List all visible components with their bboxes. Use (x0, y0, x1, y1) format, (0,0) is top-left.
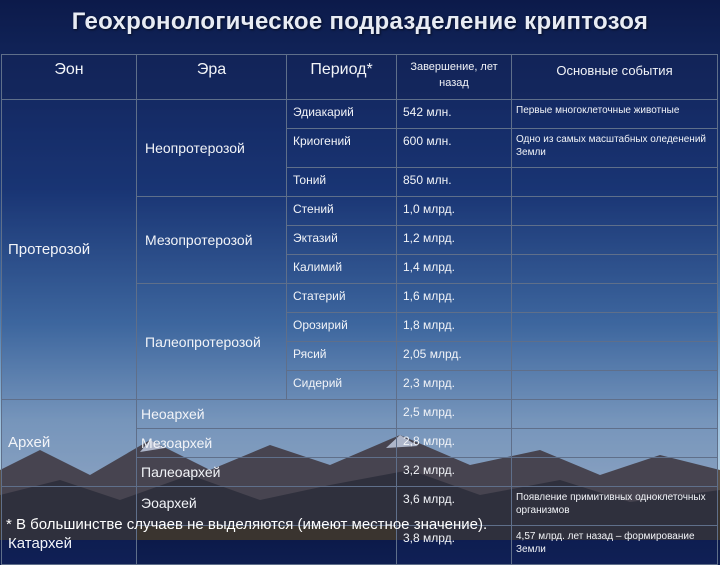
end-cell: 2,5 млрд. (397, 400, 512, 429)
event-cell (512, 313, 718, 342)
event-cell (512, 226, 718, 255)
event-cell (512, 429, 718, 458)
header-eon: Эон (2, 55, 137, 100)
event-cell (512, 342, 718, 371)
event-cell (512, 255, 718, 284)
header-events: Основные события (512, 55, 718, 100)
end-cell: 2,8 млрд. (397, 429, 512, 458)
end-cell: 3,6 млрд. (397, 487, 512, 526)
header-row (2, 55, 718, 100)
period-cell: Статерий (287, 284, 397, 313)
period-cell: Калимий (287, 255, 397, 284)
event-cell (512, 371, 718, 400)
period-cell: Тоний (287, 168, 397, 197)
table-row (2, 100, 718, 129)
end-cell: 2,05 млрд. (397, 342, 512, 371)
table-row (2, 400, 718, 429)
header-end: Завершение, лет назад (397, 55, 512, 100)
geochronology-table (1, 54, 718, 565)
event-cell: Одно из самых масштабных оледенений Земли (512, 129, 718, 168)
end-cell: 2,3 млрд. (397, 371, 512, 400)
era-neoproterozoic: Неопротерозой (137, 100, 287, 197)
era-paleoarchean: Палеоархей (137, 458, 397, 487)
header-era: Эра (137, 55, 287, 100)
period-cell: Криогений (287, 129, 397, 168)
end-cell: 3,8 млрд. (397, 526, 512, 565)
period-cell: Сидерий (287, 371, 397, 400)
period-cell: Эктазий (287, 226, 397, 255)
event-cell (512, 197, 718, 226)
event-cell: Первые многоклеточные животные (512, 100, 718, 129)
era-mesoarchean: Мезоархей (137, 429, 397, 458)
event-cell: Появление примитивных одноклеточных организмов (512, 487, 718, 526)
era-mesoproterozoic: Мезопротерозой (137, 197, 287, 284)
page-title: Геохронологическое подразделение криптозоя (71, 8, 649, 35)
eon-proterozoic: Протерозой (2, 100, 137, 400)
era-neoarchean: Неоархей (137, 400, 397, 429)
event-cell (512, 168, 718, 197)
end-cell: 850 млн. (397, 168, 512, 197)
end-cell: 1,6 млрд. (397, 284, 512, 313)
end-cell: 600 млн. (397, 129, 512, 168)
event-cell (512, 284, 718, 313)
end-cell: 1,2 млрд. (397, 226, 512, 255)
era-eoarchean: Эоархей (137, 487, 397, 526)
event-cell (512, 458, 718, 487)
end-cell: 542 млн. (397, 100, 512, 129)
footnote: * В большинстве случаев не выделяются (имеют местное значение). (6, 516, 488, 533)
event-cell (512, 400, 718, 429)
header-period: Период* (287, 55, 397, 100)
period-cell: Орозирий (287, 313, 397, 342)
period-cell: Эдиакарий (287, 100, 397, 129)
end-cell: 1,8 млрд. (397, 313, 512, 342)
end-cell: 1,0 млрд. (397, 197, 512, 226)
event-cell: 4,57 млрд. лет назад – формирование Земли (512, 526, 718, 565)
eon-hadean: Катархей (2, 487, 137, 565)
eon-archean: Архей (2, 400, 137, 487)
period-cell: Рясий (287, 342, 397, 371)
end-cell: 1,4 млрд. (397, 255, 512, 284)
era-paleoproterozoic: Палеопротерозой (137, 284, 287, 400)
period-cell: Стений (287, 197, 397, 226)
end-cell: 3,2 млрд. (397, 458, 512, 487)
